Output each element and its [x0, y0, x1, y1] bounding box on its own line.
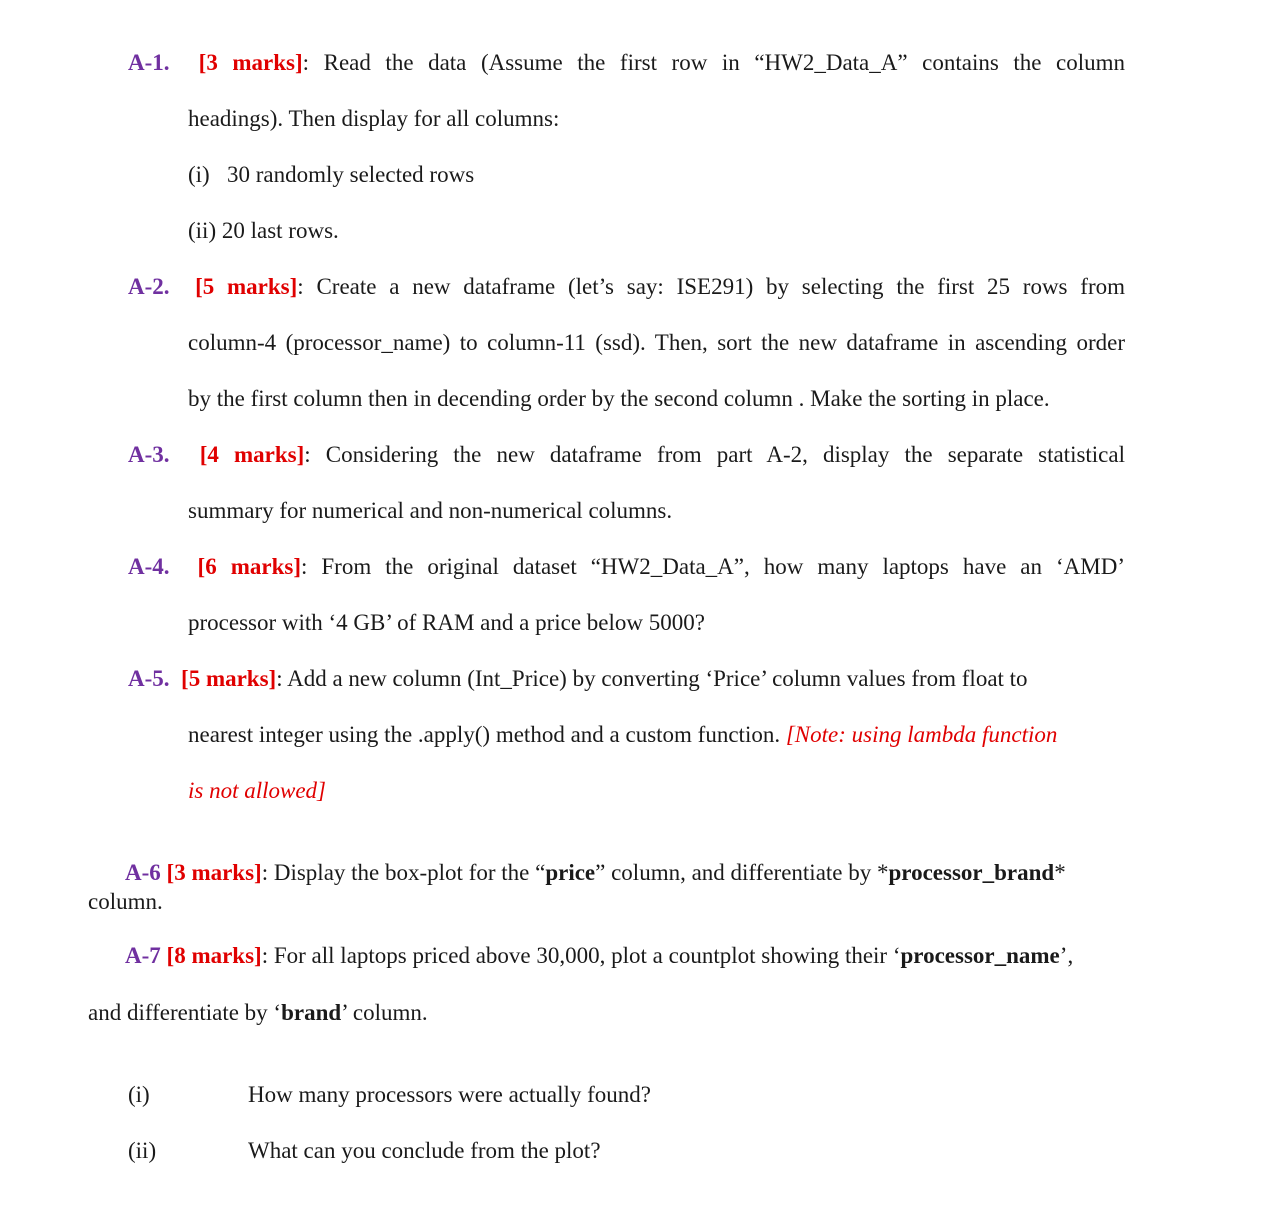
- a6-text-3: *: [1054, 860, 1066, 885]
- a1-marks: [3 marks]: [198, 50, 303, 75]
- a6-text-2: ” column, and differentiate by *: [595, 860, 889, 885]
- a1-sub-1-text: 30 randomly selected rows: [226, 162, 475, 187]
- a7-line-2: [88, 999, 428, 1027]
- a5-note-1: [Note: using lambda function: [785, 722, 1058, 747]
- a5-line-1: [128, 665, 1028, 693]
- a4-id: A-4.: [128, 554, 170, 579]
- a2-text-3: by the first column then in decending order by the second column . Make the sorting in place.: [188, 386, 1050, 411]
- a3-text-1: : Considering the new dataframe from part A-2, display the separate statistical: [304, 442, 1125, 467]
- a1-text-1: : Read the data (Assume the first row in “HW2_Data_A” contains the column: [302, 50, 1125, 75]
- a1-sub-1-label: (i): [188, 162, 210, 187]
- a4-text-1: : From the original dataset “HW2_Data_A”, how many laptops have an ‘AMD’: [300, 554, 1126, 579]
- a2-text-2: column-4 (processor_name) to column-11 (ssd). Then, sort the new dataframe in ascending order: [188, 330, 1125, 355]
- a7-sub-1-text: How many processors were actually found?: [248, 1082, 652, 1107]
- a3-line-1: [128, 441, 1125, 469]
- a5-text-2: nearest integer using the .apply() method and a custom function.: [188, 722, 786, 747]
- a5-id: A-5.: [128, 666, 170, 691]
- a6-text-1: : Display the box-plot for the “: [261, 860, 546, 885]
- a7-text-1: : For all laptops priced above 30,000, plot a countplot showing their ‘: [261, 943, 901, 968]
- a1-line-1: [128, 49, 1125, 77]
- a5-line-2: [188, 721, 1057, 749]
- a7-marks: [8 marks]: [166, 943, 262, 968]
- a5-marks: [5 marks]: [181, 666, 277, 691]
- a3-text-2: summary for numerical and non-numerical columns.: [188, 498, 673, 523]
- a7-keyword-processor-name: processor_name: [900, 943, 1060, 968]
- a3-id: A-3.: [128, 442, 170, 467]
- a7-sub-2-label: (ii): [128, 1138, 157, 1163]
- a1-sub-2-text: 20 last rows.: [221, 218, 339, 243]
- a7-line-1: [125, 942, 1073, 970]
- a7-sub-1-label: (i): [128, 1082, 150, 1107]
- a6-text-line-2: column.: [88, 889, 163, 914]
- a1-sub-1: [188, 161, 474, 189]
- a7-id: A-7: [125, 943, 161, 968]
- a6-marks: [3 marks]: [166, 860, 262, 885]
- a6-keyword-price: price: [545, 860, 596, 885]
- a5-text-1: : Add a new column (Int_Price) by converting ‘Price’ column values from float to: [276, 666, 1028, 691]
- a4-text-2: processor with ‘4 GB’ of RAM and a price below 5000?: [188, 610, 705, 635]
- a7-text-4: ’ column.: [341, 1000, 428, 1025]
- a7-text-2: ’,: [1059, 943, 1074, 968]
- a7-keyword-brand: brand: [281, 1000, 342, 1025]
- a1-sub-2: [188, 217, 339, 245]
- a7-text-3: and differentiate by ‘: [88, 1000, 282, 1025]
- a6-id: A-6: [125, 860, 161, 885]
- a3-marks: [4 marks]: [199, 442, 305, 467]
- a2-text-1: : Create a new dataframe (let’s say: ISE291) by selecting the first 25 rows from: [297, 274, 1125, 299]
- a1-sub-2-label: (ii): [188, 218, 217, 243]
- a5-note-2: is not allowed]: [188, 778, 327, 803]
- a2-id: A-2.: [128, 274, 170, 299]
- a1-id: A-1.: [128, 50, 170, 75]
- a2-marks: [5 marks]: [195, 274, 298, 299]
- a4-line-1: [128, 553, 1125, 581]
- a6-line-1: [125, 859, 1066, 887]
- a6-keyword-processor-brand: processor_brand: [888, 860, 1055, 885]
- a4-marks: [6 marks]: [197, 554, 301, 579]
- a2-line-1: [128, 273, 1125, 301]
- a7-sub-2-text: What can you conclude from the plot?: [248, 1138, 601, 1163]
- a1-text-2: headings). Then display for all columns:: [188, 106, 560, 131]
